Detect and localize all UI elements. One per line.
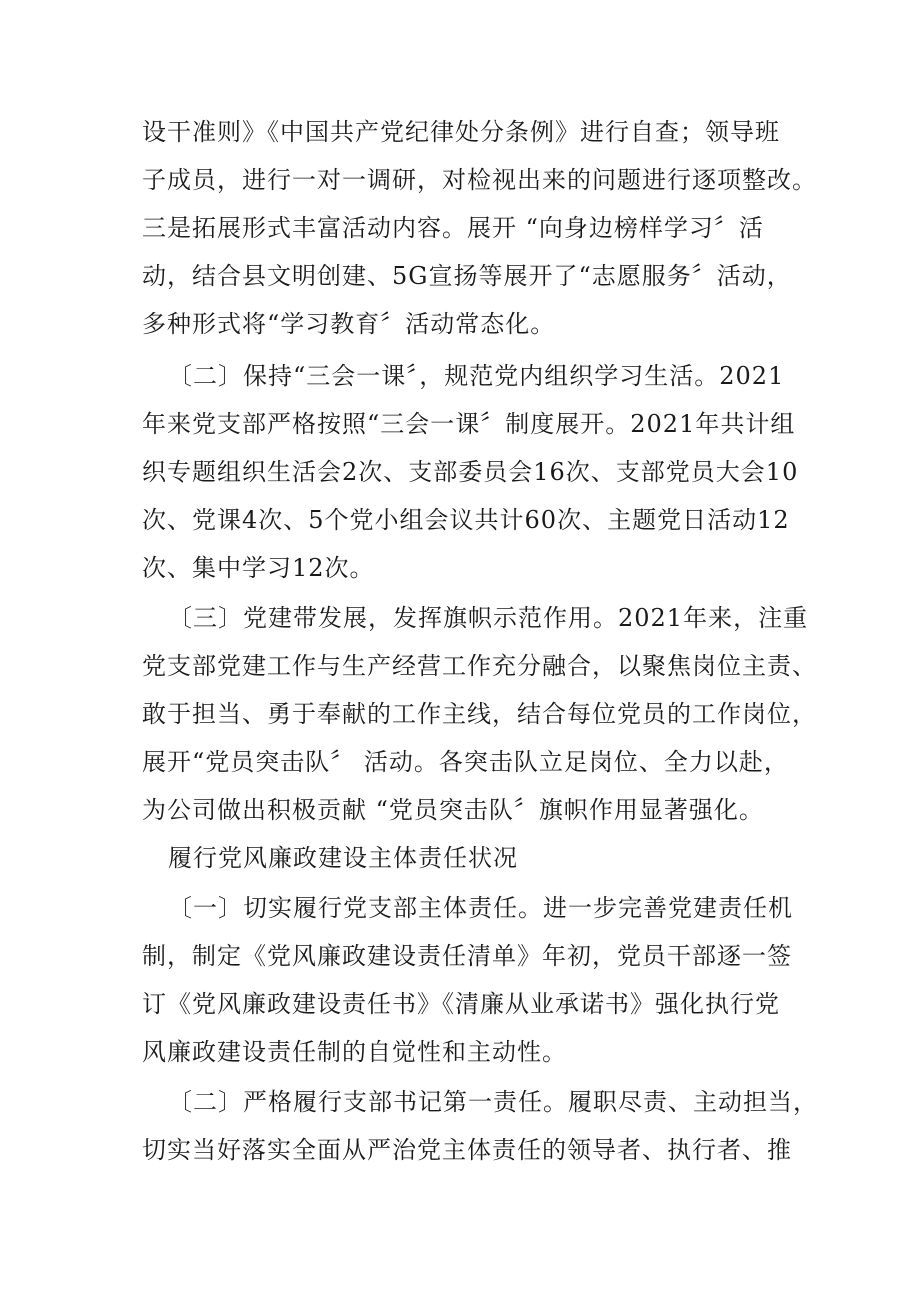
paragraph-start-line: 〔二〕保持“三会一课〞，规范党内组织学习生活。2021 <box>168 362 785 390</box>
text-line: 为公司做出积极贡献 “党员突击队〞旗帜作用显著强化。 <box>142 796 764 824</box>
text-line: 切实当好落实全面从严治党主体责任的领导者、执行者、推 <box>142 1136 792 1164</box>
text-line: 多种形式将“学习教育〞活动常态化。 <box>142 310 556 338</box>
text-line: 子成员，进行一对一调研，对检视出来的问题进行逐项整改。 <box>142 166 817 194</box>
text-line: 动，结合县文明创建、5G宣扬等展开了“志愿服务〞活动， <box>142 262 792 290</box>
text-line: 次、集中学习12次。 <box>142 554 375 582</box>
text-line: 风廉政建设责任制的自觉性和主动性。 <box>142 1038 567 1066</box>
text-line: 展开“党员突击队〞 活动。各突击队立足岗位、全力以赴， <box>142 748 789 776</box>
paragraph-start-line: 〔三〕党建带发展，发挥旗帜示范作用。2021年来，注重 <box>168 604 809 632</box>
text-line: 敢于担当、勇于奉献的工作主线，结合每位党员的工作岗位， <box>142 700 817 728</box>
text-line: 订《党风廉政建设责任书》《清廉从业承诺书》强化执行党 <box>142 990 780 1018</box>
paragraph-start-line: 〔二〕严格履行支部书记第一责任。履职尽责、主动担当， <box>168 1088 818 1116</box>
text-line: 制，制定《党风廉政建设责任清单》年初，党员干部逐一签 <box>142 942 792 970</box>
text-line: 三是拓展形式丰富活动内容。展开 “向身边榜样学习〞活 <box>142 214 764 242</box>
text-line: 设干准则》《中国共产党纪律处分条例》进行自查；领导班 <box>142 118 780 146</box>
section-heading: 履行党风廉政建设主体责任状况 <box>168 844 518 872</box>
text-line: 年来党支部严格按照“三会一课〞制度展开。2021年共计组 <box>142 410 796 438</box>
text-line: 次、党课4次、5个党小组会议共计60次、主题党日活动12 <box>142 506 790 534</box>
text-line: 织专题组织生活会2次、支部委员会16次、支部党员大会10 <box>142 458 799 486</box>
paragraph-start-line: 〔一〕切实履行党支部主体责任。进一步完善党建责任机 <box>168 894 793 922</box>
text-line: 党支部党建工作与生产经营工作充分融合，以聚焦岗位主责、 <box>142 652 817 680</box>
